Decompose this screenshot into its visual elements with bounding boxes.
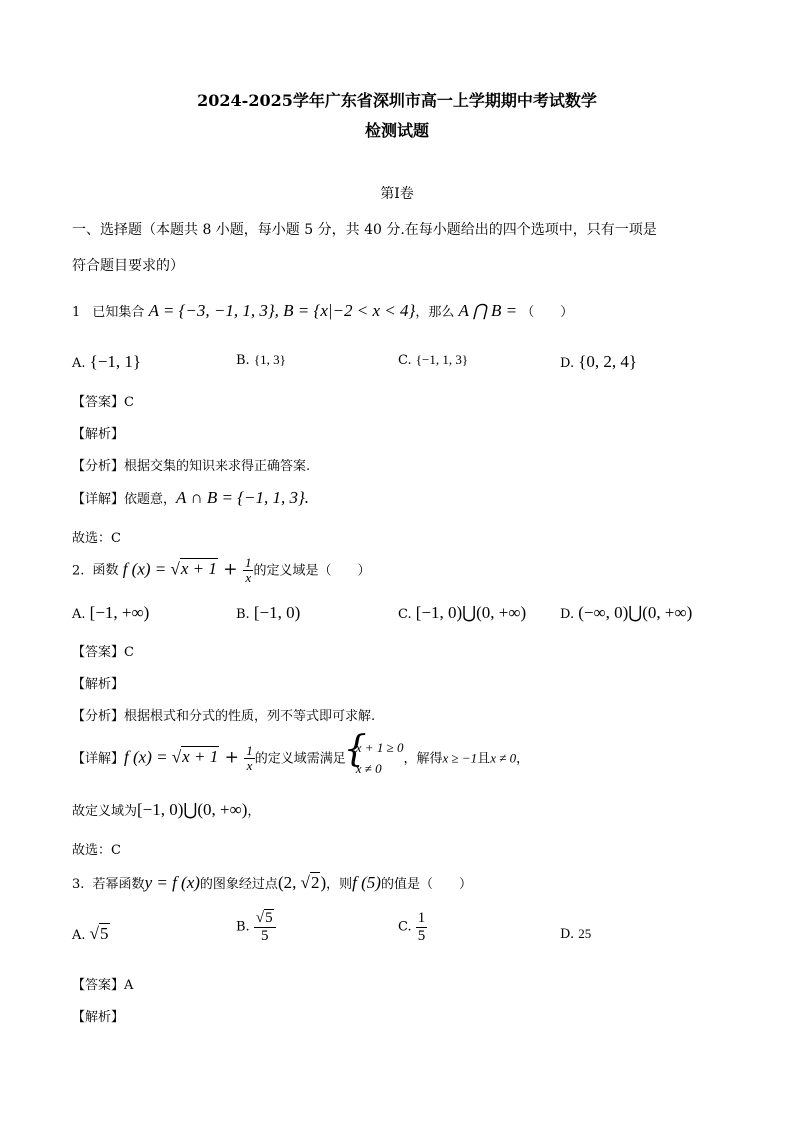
q2-detail-cond1: x ≥ −1 [442, 750, 478, 766]
q1-answer: 【答案】C [72, 395, 134, 410]
q3-stem-mid: 的图象经过点 [199, 877, 278, 892]
q3-option-b-den: 5 [260, 927, 269, 944]
q1-option-b-value: {1, 3} [253, 352, 286, 367]
q3-option-c-num: 1 [417, 910, 426, 926]
section-header-line2: 符合题目要求的） [72, 258, 184, 274]
q3-number: 3. [72, 877, 85, 892]
q3-option-c-fraction [416, 910, 428, 944]
q2-detail-and: 且 [477, 751, 491, 767]
q2-detail-cond2: x ≠ 0 [490, 750, 517, 766]
q3-point-rad: 2 [310, 873, 320, 892]
q2-option-c-value: [−1, 0)⋃(0, +∞) [415, 603, 527, 622]
q3-function: y = f (x) [144, 873, 200, 892]
q3-option-a-rad: 5 [100, 924, 109, 943]
q2-domain [72, 800, 260, 820]
q1-option-d [560, 352, 637, 372]
q2-domain-end: ， [247, 804, 261, 819]
q1-option-d-label: D. [560, 356, 575, 371]
q3-option-d [560, 926, 591, 942]
q3-option-c-label: C. [398, 919, 412, 935]
q2-detail-fraction [244, 744, 255, 774]
q3-option-b-num-rad: 5 [265, 910, 273, 926]
q3-analysis: 【解析】 [72, 1010, 125, 1025]
q2-detail-frac-num: 1 [246, 743, 253, 758]
q3-stem-prefix: 若幂函数 [92, 877, 145, 892]
q3-point-sqrt: √2 [300, 873, 320, 892]
q1-sets: A = {−3, −1, 1, 3}, B = {x|−2 < x < 4} [148, 301, 416, 320]
q1-stem-mid: ，那么 [415, 305, 455, 320]
doc-title-line1: 2024-2025学年广东省深圳市高一上学期期中考试数学 [197, 91, 597, 110]
q3-option-b-fraction [254, 910, 276, 944]
q3-option-a-sqrt: √5 [89, 924, 109, 943]
q1-detail-expression: A ∩ B = {−1, 1, 3}. [176, 488, 310, 507]
q2-option-a-value: [−1, +∞) [89, 603, 150, 622]
q3-option-d-value: 25 [578, 926, 592, 941]
q1-analysis: 【解析】 [72, 427, 125, 442]
q2-frac-den: x [245, 570, 252, 586]
q2-system-row1: { x + 1 ≥ 0 [355, 740, 404, 755]
q2-detail-function-lhs: f (x) = [124, 747, 172, 767]
q3-option-c [398, 910, 427, 944]
q1-option-a-value: {−1, 1} [89, 352, 142, 371]
q3-option-c-den: 5 [417, 927, 426, 944]
q2-detail-frac-den: x [246, 758, 253, 774]
q2-frac-num: 1 [244, 555, 252, 570]
q2-sqrt: √x + 1 [170, 559, 217, 579]
q2-option-c-label: C. [398, 607, 412, 622]
q3-stem-suffix: 的值是（ ） [380, 877, 472, 892]
q2-fenxi: 【分析】根据根式和分式的性质，列不等式即可求解. [72, 709, 376, 724]
q1-stem [72, 301, 573, 321]
q2-choose: 故选：C [72, 843, 121, 858]
q3-option-b-label: B. [236, 919, 250, 935]
q1-fenxi: 【分析】根据交集的知识来求得正确答案. [72, 459, 311, 474]
q2-plus: + [217, 559, 243, 580]
q3-stem-mid2: ，则 [326, 877, 353, 892]
q3-point [278, 872, 326, 892]
q1-stem-prefix: 已知集合 [92, 305, 145, 320]
section-header-line1: 一、选择题（本题共 8 小题，每小题 5 分，共 40 分.在每小题给出的四个选项中，只有一项是 [72, 222, 657, 238]
q1-option-d-value: {0, 2, 4} [578, 352, 638, 371]
q2-option-b-label: B. [236, 607, 250, 622]
q1-option-a-label: A. [72, 356, 86, 371]
q2-detail-sqrt: √x + 1 [171, 747, 219, 767]
q2-option-c [398, 603, 526, 623]
q2-system-row2: x ≠ 0 [355, 760, 382, 776]
q1-option-c-label: C. [398, 353, 412, 368]
q2-option-a [72, 603, 149, 623]
q1-option-c-value: {−1, 1, 3} [415, 352, 469, 367]
q2-sqrt-body: x + 1 [180, 559, 217, 579]
q3-option-b [236, 910, 276, 944]
q2-analysis: 【解析】 [72, 677, 125, 692]
q2-stem [72, 556, 370, 586]
q2-detail-sqrt-body: x + 1 [182, 747, 219, 767]
q2-fraction [243, 556, 254, 586]
q2-option-a-label: A. [72, 607, 86, 622]
q2-domain-prefix: 故定义域为 [72, 804, 138, 819]
q2-number: 2. [72, 563, 85, 579]
q1-expression: A ⋂ B = [458, 301, 518, 320]
volume-label: 第Ⅰ卷 [380, 186, 414, 202]
q1-detail [72, 488, 309, 508]
q3-answer: 【答案】A [72, 978, 134, 993]
q3-option-b-num-sqrt: √5 [255, 910, 273, 926]
doc-title-line2: 检测试题 [364, 121, 429, 140]
q2-detail-mid: 的定义域需满足 [254, 751, 346, 767]
q2-option-d [560, 603, 692, 623]
q3-option-a-label: A. [72, 928, 86, 943]
q3-option-d-label: D. [560, 927, 575, 942]
q2-stem-suffix: 的定义域是（ ） [253, 563, 371, 579]
q1-option-b-label: B. [236, 353, 250, 368]
q2-detail-prefix: 【详解】 [72, 751, 125, 767]
q3-point-pre: (2, [277, 873, 301, 892]
q3-option-b-num [254, 910, 276, 928]
q2-option-b-value: [−1, 0) [253, 603, 301, 622]
q1-option-b [236, 352, 286, 368]
q3-stem [72, 873, 472, 893]
q2-option-b [236, 603, 300, 623]
q2-stem-prefix: 函数 [92, 563, 119, 579]
q2-detail-plus: + [219, 747, 245, 768]
q2-option-d-label: D. [560, 607, 575, 622]
q3-f5: f (5) [352, 873, 381, 892]
q1-number: 1 [72, 305, 81, 320]
q2-detail [72, 738, 529, 780]
q3-option-a [72, 924, 110, 944]
q2-answer: 【答案】C [72, 645, 134, 660]
q2-detail-suffix: ，解得 [403, 751, 443, 767]
q2-detail-end: ， [516, 751, 530, 767]
q1-paren: （ ） [521, 305, 574, 320]
q1-option-a [72, 352, 141, 372]
q2-inequality-system [346, 738, 404, 780]
q1-detail-prefix: 【详解】依题意， [72, 492, 177, 507]
q2-option-d-value: (−∞, 0)⋃(0, +∞) [578, 603, 693, 622]
q3-point-post: ) [320, 873, 327, 892]
q1-choose: 故选：C [72, 531, 121, 546]
q2-function-lhs: f (x) = [122, 559, 171, 579]
q2-domain-value: [−1, 0)⋃(0, +∞) [137, 800, 248, 819]
q1-option-c [398, 352, 468, 368]
